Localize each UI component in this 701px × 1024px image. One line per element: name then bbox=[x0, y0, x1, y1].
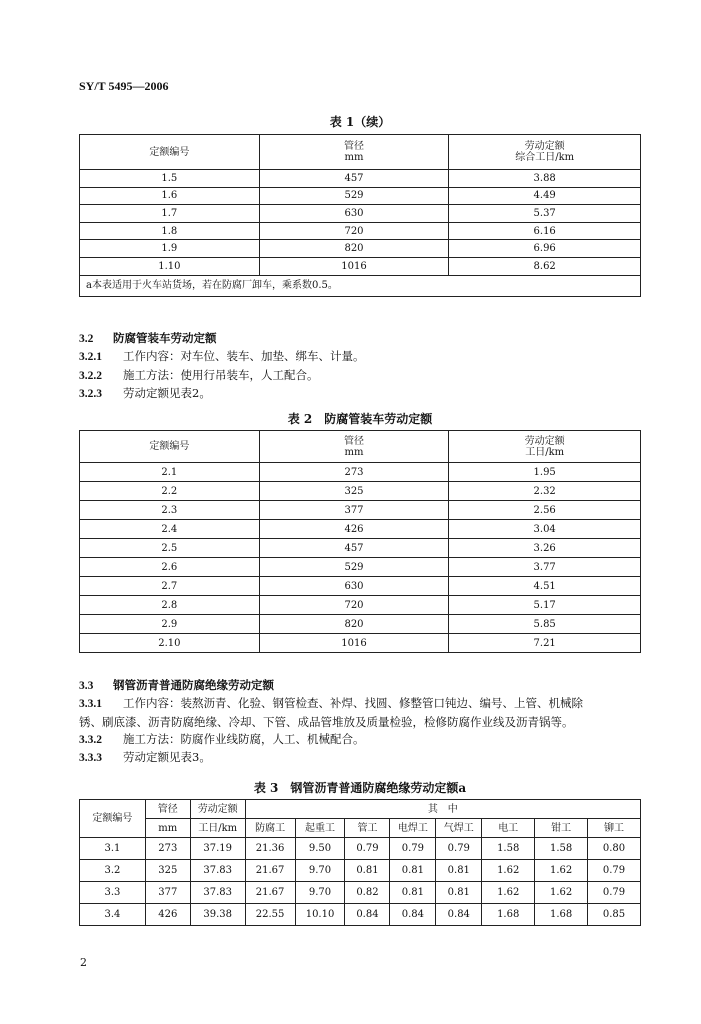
table3-cell: 0.79 bbox=[588, 882, 641, 904]
table3-cell: 0.82 bbox=[345, 882, 390, 904]
table3-subcol-header: 电焊工 bbox=[390, 819, 436, 838]
table1-row bbox=[80, 240, 641, 258]
table3-cell: 0.84 bbox=[345, 904, 390, 926]
table3-cell: 0.80 bbox=[588, 838, 641, 860]
table1-cell: 8.62 bbox=[449, 257, 641, 275]
table2-cell: 3.77 bbox=[449, 558, 641, 577]
section-3-2-3: 3.2.3 劳动定额见表2。 bbox=[79, 385, 211, 400]
table2-row bbox=[80, 615, 641, 634]
table1-row bbox=[80, 170, 641, 188]
table2-cell: 3.26 bbox=[449, 539, 641, 558]
table3-group-header: 其 中 bbox=[245, 800, 640, 819]
table3-subcol-header: 管工 bbox=[345, 819, 390, 838]
table2-cell: 3.04 bbox=[449, 520, 641, 539]
table2-cell: 7.21 bbox=[449, 634, 641, 653]
table3-subcol-header: 气焊工 bbox=[436, 819, 482, 838]
table2-cell: 5.17 bbox=[449, 596, 641, 615]
table3-cell: 325 bbox=[145, 860, 190, 882]
table2-cell: 1.95 bbox=[449, 463, 641, 482]
table1-footnote: a本表适用于火车站货场，若在防腐厂卸车，乘系数0.5。 bbox=[80, 275, 641, 296]
table3-subcol-header: 铆工 bbox=[588, 819, 641, 838]
table3-cell: 21.67 bbox=[245, 860, 295, 882]
table3-subcol-header: 钳工 bbox=[535, 819, 588, 838]
table2 bbox=[79, 430, 641, 653]
table2-cell: 426 bbox=[259, 520, 449, 539]
table3-cell: 3.3 bbox=[80, 882, 146, 904]
table3-cell: 0.79 bbox=[345, 838, 390, 860]
table3-subcol-header: 电工 bbox=[482, 819, 535, 838]
table3 bbox=[79, 799, 641, 926]
table2-cell: 273 bbox=[259, 463, 449, 482]
table3-subcol-header: 起重工 bbox=[295, 819, 345, 838]
table2-cell: 2.3 bbox=[80, 501, 260, 520]
table3-cell: 0.81 bbox=[390, 882, 436, 904]
table2-header-row bbox=[80, 431, 641, 463]
table1-cell: 1.6 bbox=[80, 187, 260, 205]
table2-cell: 2.6 bbox=[80, 558, 260, 577]
table1-cell: 1.7 bbox=[80, 205, 260, 223]
table1-row bbox=[80, 222, 641, 240]
table1-row bbox=[80, 257, 641, 275]
table3-cell: 39.38 bbox=[190, 904, 245, 926]
table3-row bbox=[80, 860, 641, 882]
table2-row bbox=[80, 596, 641, 615]
table3-cell: 9.70 bbox=[295, 860, 345, 882]
table3-cell: 0.79 bbox=[588, 860, 641, 882]
table2-row bbox=[80, 634, 641, 653]
table3-cell: 3.4 bbox=[80, 904, 146, 926]
table2-row bbox=[80, 577, 641, 596]
table3-cell: 9.70 bbox=[295, 882, 345, 904]
table2-row bbox=[80, 463, 641, 482]
table3-cell: 0.79 bbox=[436, 838, 482, 860]
table2-cell: 2.8 bbox=[80, 596, 260, 615]
table3-col-diameter: 管径 bbox=[145, 800, 190, 819]
table3-cell: 1.62 bbox=[535, 860, 588, 882]
table3-col-labor-unit: 工日/km bbox=[190, 819, 245, 838]
table2-cell: 2.9 bbox=[80, 615, 260, 634]
table3-cell: 1.62 bbox=[482, 860, 535, 882]
table2-col-quota-no: 定额编号 bbox=[80, 431, 260, 463]
section-3-3-2: 3.3.2 施工方法：防腐作业线防腐，人工、机械配合。 bbox=[79, 731, 365, 746]
table2-cell: 325 bbox=[259, 482, 449, 501]
table2-cell: 2.32 bbox=[449, 482, 641, 501]
table2-cell: 2.5 bbox=[80, 539, 260, 558]
table3-cell: 1.68 bbox=[535, 904, 588, 926]
table1-cell: 630 bbox=[259, 205, 449, 223]
table1-header-row bbox=[80, 135, 641, 170]
table2-cell: 4.51 bbox=[449, 577, 641, 596]
table3-cell: 0.81 bbox=[390, 860, 436, 882]
table1-caption: 表 1（续） bbox=[329, 115, 391, 129]
table3-col-quota-no: 定额编号 bbox=[80, 800, 146, 838]
table1-cell: 4.49 bbox=[449, 187, 641, 205]
table2-cell: 2.7 bbox=[80, 577, 260, 596]
page-number: 2 bbox=[80, 956, 87, 969]
table2-cell: 2.10 bbox=[80, 634, 260, 653]
table3-cell: 0.79 bbox=[390, 838, 436, 860]
section-3-3-heading: 3.3 钢管沥青普通防腐绝缘劳动定额 bbox=[79, 678, 274, 692]
section-3-3-1: 3.3.1 工作内容：装熬沥青、化验、钢管检查、补焊、找圆、修整管口钝边、编号、上管、机械除 bbox=[79, 696, 583, 711]
table3-row bbox=[80, 904, 641, 926]
table3-cell: 3.1 bbox=[80, 838, 146, 860]
table3-cell: 37.83 bbox=[190, 882, 245, 904]
table2-cell: 457 bbox=[259, 539, 449, 558]
table3-cell: 21.36 bbox=[245, 838, 295, 860]
table3-cell: 1.68 bbox=[482, 904, 535, 926]
table3-cell: 37.83 bbox=[190, 860, 245, 882]
table3-cell: 1.58 bbox=[482, 838, 535, 860]
table3-cell: 1.58 bbox=[535, 838, 588, 860]
table2-row bbox=[80, 520, 641, 539]
table3-cell: 0.81 bbox=[436, 882, 482, 904]
table3-cell: 0.81 bbox=[345, 860, 390, 882]
table2-cell: 2.2 bbox=[80, 482, 260, 501]
table2-row bbox=[80, 482, 641, 501]
table1-cell: 529 bbox=[259, 187, 449, 205]
table3-cell: 21.67 bbox=[245, 882, 295, 904]
table3-subcol-header: 防腐工 bbox=[245, 819, 295, 838]
table1-col-diameter: 管径 mm bbox=[259, 135, 449, 170]
table2-col-labor-quota: 劳动定额 工日/km bbox=[449, 431, 641, 463]
table3-cell: 3.2 bbox=[80, 860, 146, 882]
table2-caption: 表 2 防腐管装车劳动定额 bbox=[287, 412, 433, 426]
table1-cell: 1.5 bbox=[80, 170, 260, 188]
table3-cell: 1.62 bbox=[535, 882, 588, 904]
table1-cell: 5.37 bbox=[449, 205, 641, 223]
section-3-2-2: 3.2.2 施工方法：使用行吊装车，人工配合。 bbox=[79, 367, 319, 382]
table3-cell: 37.19 bbox=[190, 838, 245, 860]
table2-cell: 2.56 bbox=[449, 501, 641, 520]
table3-cell: 0.84 bbox=[436, 904, 482, 926]
table2-cell: 2.1 bbox=[80, 463, 260, 482]
table3-cell: 426 bbox=[145, 904, 190, 926]
table2-col-diameter: 管径 mm bbox=[259, 431, 449, 463]
table2-cell: 5.85 bbox=[449, 615, 641, 634]
table3-row bbox=[80, 882, 641, 904]
section-3-2 bbox=[79, 330, 365, 403]
table2-cell: 820 bbox=[259, 615, 449, 634]
table2-row bbox=[80, 558, 641, 577]
table1-row bbox=[80, 205, 641, 223]
table1-cell: 1.8 bbox=[80, 222, 260, 240]
standard-code-header: SY/T 5495—2006 bbox=[79, 79, 169, 93]
table2-cell: 377 bbox=[259, 501, 449, 520]
table3-header-row-1 bbox=[80, 800, 641, 819]
section-3-3-3: 3.3.3 劳动定额见表3。 bbox=[79, 750, 211, 764]
table2-row bbox=[80, 501, 641, 520]
table1-col-labor-quota: 劳动定额 综合工日/km bbox=[449, 135, 641, 170]
table1-cell: 6.96 bbox=[449, 240, 641, 258]
table3-cell: 10.10 bbox=[295, 904, 345, 926]
table3-cell: 0.85 bbox=[588, 904, 641, 926]
table1-cell: 1016 bbox=[259, 257, 449, 275]
table3-col-diameter-unit: mm bbox=[145, 819, 190, 838]
section-3-3 bbox=[79, 677, 641, 767]
table3-cell: 9.50 bbox=[295, 838, 345, 860]
table1-cell: 1.10 bbox=[80, 257, 260, 275]
table3-cell: 0.81 bbox=[436, 860, 482, 882]
table1-cell: 720 bbox=[259, 222, 449, 240]
table1-col-quota-no: 定额编号 bbox=[80, 135, 260, 170]
table3-col-labor-quota: 劳动定额 bbox=[190, 800, 245, 819]
table3-cell: 377 bbox=[145, 882, 190, 904]
table3-header-row-2 bbox=[80, 819, 641, 838]
table1-note-row bbox=[80, 275, 641, 296]
table3-caption: 表 3 钢管沥青普通防腐绝缘劳动定额a bbox=[253, 781, 467, 795]
section-3-3-1-cont: 锈、刷底漆、沥青防腐绝缘、冷却、下管、成品管堆放及质量检验，检修防腐作业线及沥青锅等。 bbox=[79, 714, 574, 729]
table3-cell: 0.84 bbox=[390, 904, 436, 926]
table2-row bbox=[80, 539, 641, 558]
table3-row bbox=[80, 838, 641, 860]
table2-cell: 2.4 bbox=[80, 520, 260, 539]
table3-cell: 22.55 bbox=[245, 904, 295, 926]
table1-cell: 457 bbox=[259, 170, 449, 188]
table1-cell: 6.16 bbox=[449, 222, 641, 240]
section-3-2-heading: 3.2 防腐管装车劳动定额 bbox=[79, 331, 217, 345]
table1-row bbox=[80, 187, 641, 205]
table3-cell: 273 bbox=[145, 838, 190, 860]
table1-cell: 1.9 bbox=[80, 240, 260, 258]
table2-cell: 630 bbox=[259, 577, 449, 596]
table2-cell: 720 bbox=[259, 596, 449, 615]
table3-cell: 1.62 bbox=[482, 882, 535, 904]
section-3-2-1: 3.2.1 工作内容：对车位、装车、加垫、绑车、计量。 bbox=[79, 349, 365, 364]
table1 bbox=[79, 134, 641, 297]
table2-cell: 1016 bbox=[259, 634, 449, 653]
table1-cell: 3.88 bbox=[449, 170, 641, 188]
table1-cell: 820 bbox=[259, 240, 449, 258]
table2-cell: 529 bbox=[259, 558, 449, 577]
